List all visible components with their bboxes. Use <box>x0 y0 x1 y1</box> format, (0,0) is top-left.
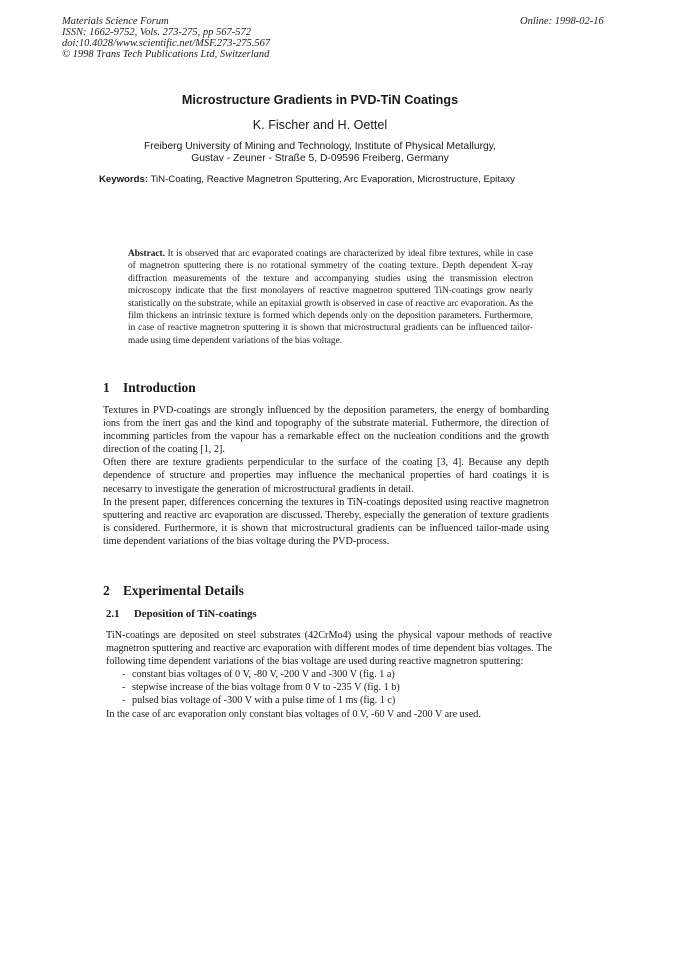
publication-info <box>62 16 392 60</box>
online-date <box>520 16 640 27</box>
list-item-text: pulsed bias voltage of -300 V with a pulse time of 1 ms (fig. 1 c) <box>132 695 396 707</box>
keywords-label: Keywords: <box>99 174 149 185</box>
online-date-text: Online: 1998-02-16 <box>520 16 604 27</box>
section-title: Experimental Details <box>123 583 244 598</box>
affiliation-line-1: Freiberg University of Mining and Technology, Institute of Physical Metallurgy, <box>144 141 496 152</box>
bias-voltage-list <box>106 668 552 707</box>
abstract <box>128 248 533 347</box>
experimental-outro: In the case of arc evaporation only constant bias voltages of 0 V, -60 V and -200 V are used. <box>106 708 481 720</box>
keywords-text: TiN-Coating, Reactive Magnetron Sputtering, Arc Evaporation, Microstructure, Epitaxy <box>148 174 515 185</box>
intro-paragraph: In the present paper, differences concerning the textures in TiN-coatings deposited using reactive magnetron sputtering and reactive arc evaporation are discussed. Thereby, especially the generation of texture gradients is considered. Furthermore, it is shown that microstructural gradients can be influenced tailor-made using time dependent variations of the bias voltage during the PVD-process. <box>103 496 549 547</box>
subsection-title: Deposition of TiN-coatings <box>134 608 257 620</box>
copyright-line: © 1998 Trans Tech Publications Ltd, Switzerland <box>62 49 270 60</box>
intro-paragraph: Often there are texture gradients perpendicular to the surface of the coating [3, 4]. Because any depth dependence of structure and properties may influence the mechanical properties of hard coatings it is necesarry to investigate the generation of microstructural gradients in detail. <box>103 457 549 495</box>
paper-authors: K. Fischer and H. Oettel <box>252 118 388 132</box>
section-heading-experimental <box>103 583 244 599</box>
list-item: - constant bias voltages of 0 V, -80 V, -200 V and -300 V (fig. 1 a) <box>122 669 395 681</box>
abstract-text: It is observed that arc evaporated coatings are characterized by ideal fibre textures, while in case of magnetron sputtering there is no rotational symmetry of the coating texture. Depth dependent X-ray diffraction measurements of the texture and accompanying studies using the transmission electron microscopy indicate that the first monolayers of reactive magnetron sputtered TiN-coatings grow nearly statistically on the substrate, while an epitaxial growth is observed in case of reactive arc evaporation. As the film thickens an intrinsic texture is formed which depends only on the deposition parameters. Furthermore, in case of reactive magnetron sputtering it is shown that microstructural gradients can be influenced tailor-made using time dependent variations of the bias voltage. <box>128 249 533 346</box>
experimental-body <box>106 629 552 721</box>
section-number: 1 <box>103 380 110 395</box>
subsection-number: 2.1 <box>106 608 120 620</box>
abstract-label: Abstract. <box>128 249 165 259</box>
list-item: - stepwise increase of the bias voltage from 0 V to -235 V (fig. 1 b) <box>122 682 400 694</box>
paper-title: Microstructure Gradients in PVD-TiN Coatings <box>181 93 459 107</box>
affiliation <box>60 141 580 164</box>
experimental-intro: TiN-coatings are deposited on steel substrates (42CrMo4) using the physical vapour methods of reactive magnetron sputtering and reactive arc evaporation with different modes of time dependent bias voltages. The following time dependent variations of the bias voltage are used during reactive magnetron sputtering: <box>106 630 552 668</box>
list-item-text: stepwise increase of the bias voltage from 0 V to -235 V (fig. 1 b) <box>132 682 400 694</box>
section-title: Introduction <box>123 380 196 395</box>
subsection-heading-deposition <box>106 608 257 620</box>
section-heading-introduction <box>103 380 196 396</box>
intro-paragraph: Textures in PVD-coatings are strongly influenced by the deposition parameters, the energy of bombarding ions from the inert gas and the kind and topography of the substrate material. Futhermore, the direction of incomming particles from the vapour has a remarkable effect on the nucleation conditions and the growth direction of the coating [1, 2]. <box>103 405 549 456</box>
introduction-body <box>103 404 549 548</box>
section-number: 2 <box>103 583 110 598</box>
journal-name: Materials Science Forum <box>62 16 169 27</box>
affiliation-line-2: Gustav - Zeuner - Straße 5, D-09596 Freiberg, Germany <box>191 152 449 164</box>
list-item: - pulsed bias voltage of -300 V with a pulse time of 1 ms (fig. 1 c) <box>122 695 396 707</box>
list-item-text: constant bias voltages of 0 V, -80 V, -200 V and -300 V (fig. 1 a) <box>132 669 395 681</box>
keywords <box>99 174 659 185</box>
doi-link[interactable]: doi:10.4028/www.scientific.net/MSF.273-275.567 <box>62 38 271 49</box>
issn-line: ISSN: 1662-9752, Vols. 273-275, pp 567-572 <box>62 27 251 38</box>
